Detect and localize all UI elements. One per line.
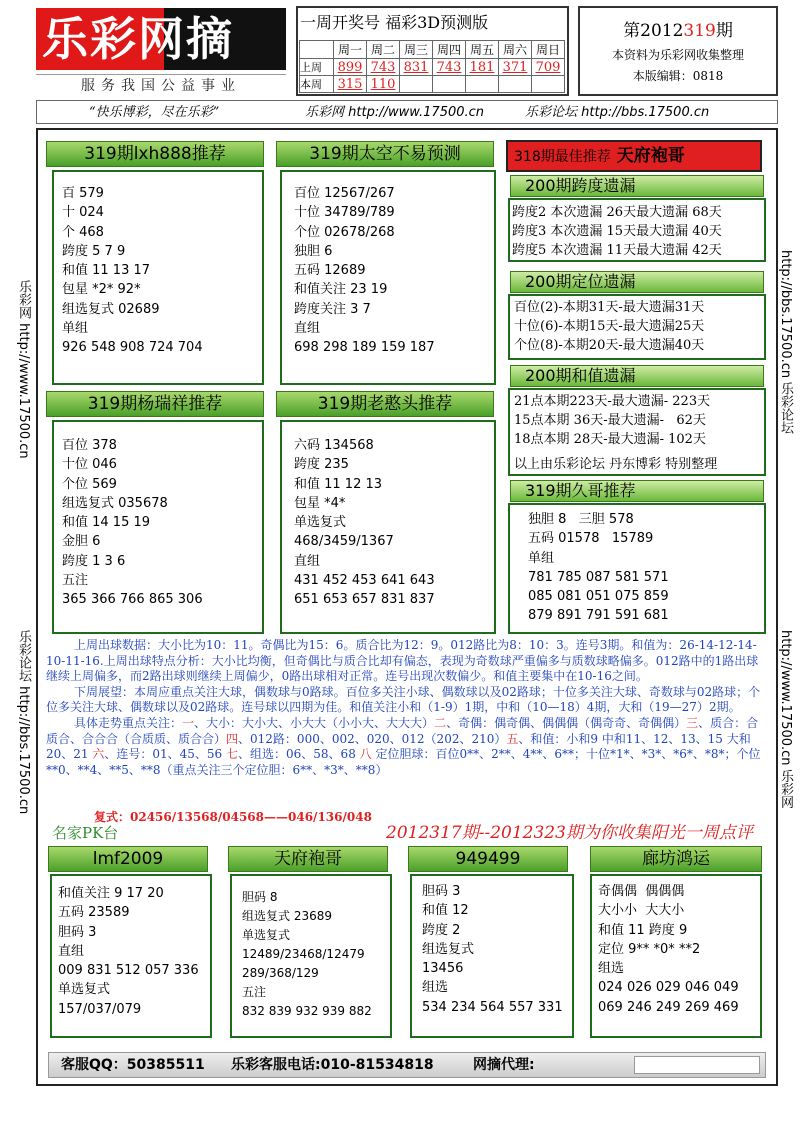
panel-title-lxh888: 319期lxh888推荐 <box>46 141 264 167</box>
issue-number: 第2012319期 <box>623 21 733 41</box>
draw-title: 一周开奖号 福彩3D预测版 <box>300 13 489 32</box>
site-link-main[interactable]: 乐彩网 http://www.17500.cn <box>305 105 485 120</box>
best-recommend-banner: 318期最佳推荐 天府袍哥 <box>506 140 762 172</box>
site-link-forum[interactable]: 乐彩论坛 http://bbs.17500.cn <box>525 105 710 120</box>
panel-title-yangruixiang: 319期杨瑞祥推荐 <box>46 391 264 417</box>
draw-number: 181 <box>466 59 499 76</box>
bottom-title-langfang: 廊坊鸿运 <box>590 846 762 872</box>
last-week-row <box>300 59 565 76</box>
footer-qq: 客服QQ：50385511 <box>61 1057 205 1073</box>
analysis-paragraph-3: 具体走势重点关注：一、大小：大小大、小大大（小小大、大大大）二、奇偶：偶奇偶、偶偶偶（偶奇奇、奇偶偶）三、质合：合质合、合合合（合质质、质合合）四、012路：000、002、020、012（202、210）五、和值：小和9 中和11、12、13、15 大和20、21 六、连号：01、45、56 七、组选：06、58、68 八 定位胆球：百位0**、2**、4**、6**；十位*1*、*3*、*6*、*8*；个位**0、**4、**5、**8（重点关注三个定位胆：6**、*3*、**8） <box>46 715 761 777</box>
footer-agent-label: 网摘代理: <box>473 1057 535 1073</box>
draw-days-row <box>300 41 565 59</box>
draw-number <box>433 76 466 93</box>
bottom-text-949499: 胆码 3 和值 12 跨度 2 组选复式 13456 组选 534 234 564 557 331 <box>422 884 563 1015</box>
fushi-text: 复式：02456/13568/04568——046/136/048 <box>94 810 372 824</box>
position-miss-text: 百位(2)-本期31天-最大遗漏31天 十位(6)-本期15天-最大遗漏25天 个位(8)-本期20天-最大遗漏40天 <box>514 300 705 353</box>
panel-text-yangruixiang: 百位 378 十位 046 个位 569 组选复式 035678 和值 14 15 19 金胆 6 跨度 1 3 6 五注 365 366 766 865 306 <box>62 438 203 608</box>
draw-number <box>499 76 532 93</box>
bottom-title-949499: 949499 <box>408 846 568 872</box>
jiuge-text: 独胆 8 三胆 578 五码 01578 15789 单组 781 785 087 581 571 085 081 051 075 859 879 891 791 591 681 <box>528 512 669 624</box>
slogan: 服务我国公益事业 <box>36 74 286 96</box>
draw-number <box>466 76 499 93</box>
last-week-label: 上周 <box>300 59 334 76</box>
day-cell: 周二 <box>367 41 400 59</box>
draw-number: 743 <box>367 59 400 76</box>
side-text-right-1: http://bbs.17500.cn 乐彩论坛 <box>778 250 793 435</box>
position-miss-title: 200期定位遗漏 <box>510 271 764 293</box>
draw-number: 899 <box>334 59 367 76</box>
credit-text: 以上由乐彩论坛 丹东博彩 特别整理 <box>514 457 718 472</box>
agent-input-box <box>634 1056 760 1074</box>
this-week-label: 本周 <box>300 76 334 93</box>
draw-number <box>400 76 433 93</box>
this-week-row <box>300 76 565 93</box>
best-recommend-name: 天府袍哥 <box>616 146 685 166</box>
draw-number: 371 <box>499 59 532 76</box>
pk-label: 名家PK台 <box>52 824 119 842</box>
jiuge-title: 319期久哥推荐 <box>510 480 764 502</box>
bottom-title-lmf2009: lmf2009 <box>48 846 208 872</box>
issue-note: 本资料为乐彩网收集整理 <box>611 48 744 62</box>
draw-number: 110 <box>367 76 400 93</box>
logo: 乐彩网摘 <box>42 12 234 66</box>
span-miss-text: 跨度2 本次遗漏 26天最大遗漏 68天 跨度3 本次遗漏 15天最大遗漏 40天 跨度5 本次遗漏 11天最大遗漏 42天 <box>512 205 722 258</box>
draw-number <box>532 76 565 93</box>
draw-number: 831 <box>400 59 433 76</box>
draw-number: 709 <box>532 59 565 76</box>
day-cell: 周日 <box>532 41 565 59</box>
analysis-section <box>46 638 770 778</box>
panel-text-laohantou: 六码 134568 跨度 235 和值 11 12 13 包星 *4* 单选复式 468/3459/1367 直组 431 452 453 641 643 651 653 657 831 837 <box>294 438 435 608</box>
panel-text-lxh888: 百 579 十 024 个 468 跨度 5 7 9 和值 11 13 17 包星 *2* 92* 组选复式 02689 单组 926 548 908 724 704 <box>62 186 203 356</box>
analysis-paragraph-2: 下周展望：本周应重点关注大球，偶数球与0路球。百位多关注小球、偶数球以及02路球；十位多关注大球、奇数球与02路球；个位多关注大球、偶数球以及02路球。连号球以四期为佳。和值关注小和（1-9）1期，中和（10—18）4期，大和（19—27）2期。 <box>46 684 761 715</box>
day-cell: 周六 <box>499 41 532 59</box>
bottom-text-langfang: 奇偶偶 偶偶偶 大小小 大大小 和值 11 跨度 9 定位 9** *0* **2 组选 024 026 029 046 049 069 246 249 269 469 <box>598 884 739 1015</box>
panel-text-taikong: 百位 12567/267 十位 34789/789 个位 02678/268 独胆 6 五码 12689 和值关注 23 19 跨度关注 3 7 直组 698 298 189 159 187 <box>294 186 435 356</box>
side-text-right-2: http://www.17500.cn 乐彩网 <box>778 630 793 809</box>
side-text-left-2: 乐彩论坛 http://bbs.17500.cn <box>16 630 31 815</box>
draw-number: 743 <box>433 59 466 76</box>
bottom-text-lmf2009: 和值关注 9 17 20 五码 23589 胆码 3 直组 009 831 512 057 336 单选复式 157/037/079 <box>58 886 199 1017</box>
bottom-text-tianfu: 胆码 8 组选复式 23689 单选复式 12489/23468/12479 289/368/129 五注 832 839 932 939 882 <box>242 890 372 1018</box>
day-cell: 周四 <box>433 41 466 59</box>
issue-editor: 本版编辑：0818 <box>632 69 724 83</box>
draw-number: 315 <box>334 76 367 93</box>
day-cell: 周三 <box>400 41 433 59</box>
url-bar <box>36 100 778 124</box>
draw-table <box>299 40 565 93</box>
motto: “快乐博彩，尽在乐彩” <box>89 105 220 120</box>
panel-title-laohantou: 319期老憨头推荐 <box>276 391 494 417</box>
panel-title-taikong: 319期太空不易预测 <box>276 141 494 167</box>
sum-miss-title: 200期和值遗漏 <box>510 365 764 387</box>
bottom-title-tianfu: 天府袍哥 <box>228 846 388 872</box>
side-text-left-1: 乐彩网 http://www.17500.cn <box>16 280 31 459</box>
footer-phone: 乐彩客服电话:010-81534818 <box>231 1057 434 1073</box>
day-cell: 周五 <box>466 41 499 59</box>
span-miss-title: 200期跨度遗漏 <box>510 175 764 197</box>
day-cell: 周一 <box>334 41 367 59</box>
analysis-paragraph-1: 上周出球数据：大小比为10：11。奇偶比为15：6。质合比为12：9。012路比为8：10：3。连号3期。和值为：26-14-12-14-10-11-16.上周出球特点分析：大小比均衡，但奇偶比与质合比却有偏态，表现为奇数球严重偏多与质数球略偏多。012路中的1路出球继续上周偏多，而2路出球则继续上周偏少，0路出球相对正常。连号出现次数偏少。和值主要集中在10-16之间。 <box>46 638 759 684</box>
sum-miss-text: 21点本期223天-最大遗漏- 223天 15点本期 36天-最大遗漏- 62天 18点本期 28天-最大遗漏- 102天 <box>514 394 711 447</box>
collect-banner: 2012317期--2012323期为你收集阳光一周点评 <box>386 823 753 843</box>
